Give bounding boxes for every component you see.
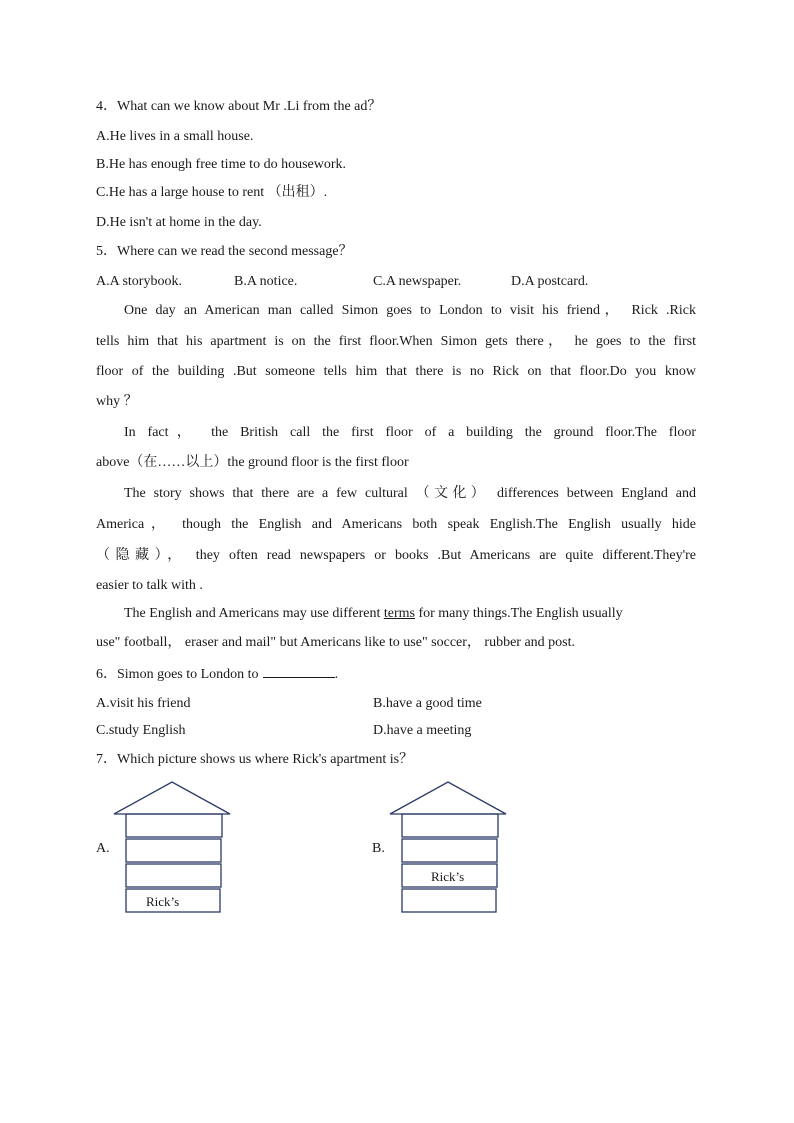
passage-p4-post: for many things.The English usually bbox=[414, 606, 623, 621]
q6-option-c: C.study English bbox=[96, 723, 186, 738]
q5-option-d: D.A postcard. bbox=[511, 274, 589, 289]
house-a-floor-4 bbox=[126, 814, 222, 837]
q6-option-b: B.have a good time bbox=[373, 696, 482, 711]
passage-p3-line1: The story shows that there are a few cultural （文化） differences between England and bbox=[124, 486, 696, 501]
q6-question-end: . bbox=[334, 667, 339, 682]
passage-p3-line4: easier to talk with . bbox=[96, 578, 203, 593]
house-a-roof bbox=[114, 782, 230, 814]
answer-blank bbox=[263, 665, 335, 678]
house-a-floor-3 bbox=[126, 839, 221, 862]
house-b-roof bbox=[390, 782, 506, 814]
q4-option-a: A.He lives in a small house. bbox=[96, 129, 254, 144]
passage-p1-line2: tells him that his apartment is on the first floor.When Simon gets there， he goes to the first bbox=[96, 334, 696, 349]
q7-option-a: A. bbox=[96, 841, 110, 856]
passage-p4-line2: use" football， eraser and mail" but Americans like to use" soccer， rubber and post. bbox=[96, 635, 576, 650]
house-b-floor-1 bbox=[402, 889, 496, 912]
q5-question: 5．Where can we read the second message？ bbox=[96, 244, 353, 259]
q6-question bbox=[96, 665, 338, 684]
passage-p1-line3: floor of the building .But someone tells him that there is no Rick on that floor.Do you know bbox=[96, 364, 696, 379]
house-a-floor-2 bbox=[126, 864, 221, 887]
house-b-floor-4 bbox=[402, 814, 498, 837]
q4-option-d: D.He isn't at home in the day. bbox=[96, 215, 262, 230]
q6-option-d: D.have a meeting bbox=[373, 723, 472, 738]
q4-question: 4．What can we know about Mr .Li from the ad？ bbox=[96, 99, 382, 114]
house-b-ricks-label: Rick’s bbox=[431, 869, 465, 884]
passage-p3-line2: America， though the English and Americans both speak English.The English usually hide bbox=[96, 517, 696, 532]
passage-p4-pre: The English and Americans may use different bbox=[124, 606, 384, 621]
house-a-ricks-label: Rick’s bbox=[146, 894, 180, 909]
q5-option-a: A.A storybook. bbox=[96, 274, 182, 289]
q6-option-a: A.visit his friend bbox=[96, 696, 191, 711]
term-underlined: terms bbox=[383, 606, 415, 621]
q5-option-b: B.A notice. bbox=[234, 274, 298, 289]
q4-option-c: C.He has a large house to rent （出租）. bbox=[96, 185, 328, 200]
passage-p1-line1: One day an American man called Simon goes to London to visit his friend， Rick .Rick bbox=[124, 303, 696, 318]
q5-option-c: C.A newspaper. bbox=[373, 274, 462, 289]
house-picture-b bbox=[386, 780, 510, 916]
passage-p1-line4: why ？ bbox=[96, 394, 138, 409]
q7-option-b: B. bbox=[372, 841, 385, 856]
passage-p2-line1: In fact， the British call the first floor of a building the ground floor.The floor bbox=[124, 425, 696, 440]
house-picture-a bbox=[110, 780, 234, 916]
q4-option-b: B.He has enough free time to do housework. bbox=[96, 157, 346, 172]
passage-p2-line2: above（在……以上）the ground floor is the first floor bbox=[96, 455, 409, 470]
q7-question: 7．Which picture shows us where Rick's apartment is？ bbox=[96, 752, 414, 767]
passage-p4-line1 bbox=[124, 605, 623, 623]
q6-question-text: 6．Simon goes to London to bbox=[96, 667, 259, 682]
passage-p3-line3: （隐藏）， they often read newspapers or books .But Americans are quite different.They're bbox=[96, 548, 696, 563]
house-b-floor-3 bbox=[402, 839, 497, 862]
